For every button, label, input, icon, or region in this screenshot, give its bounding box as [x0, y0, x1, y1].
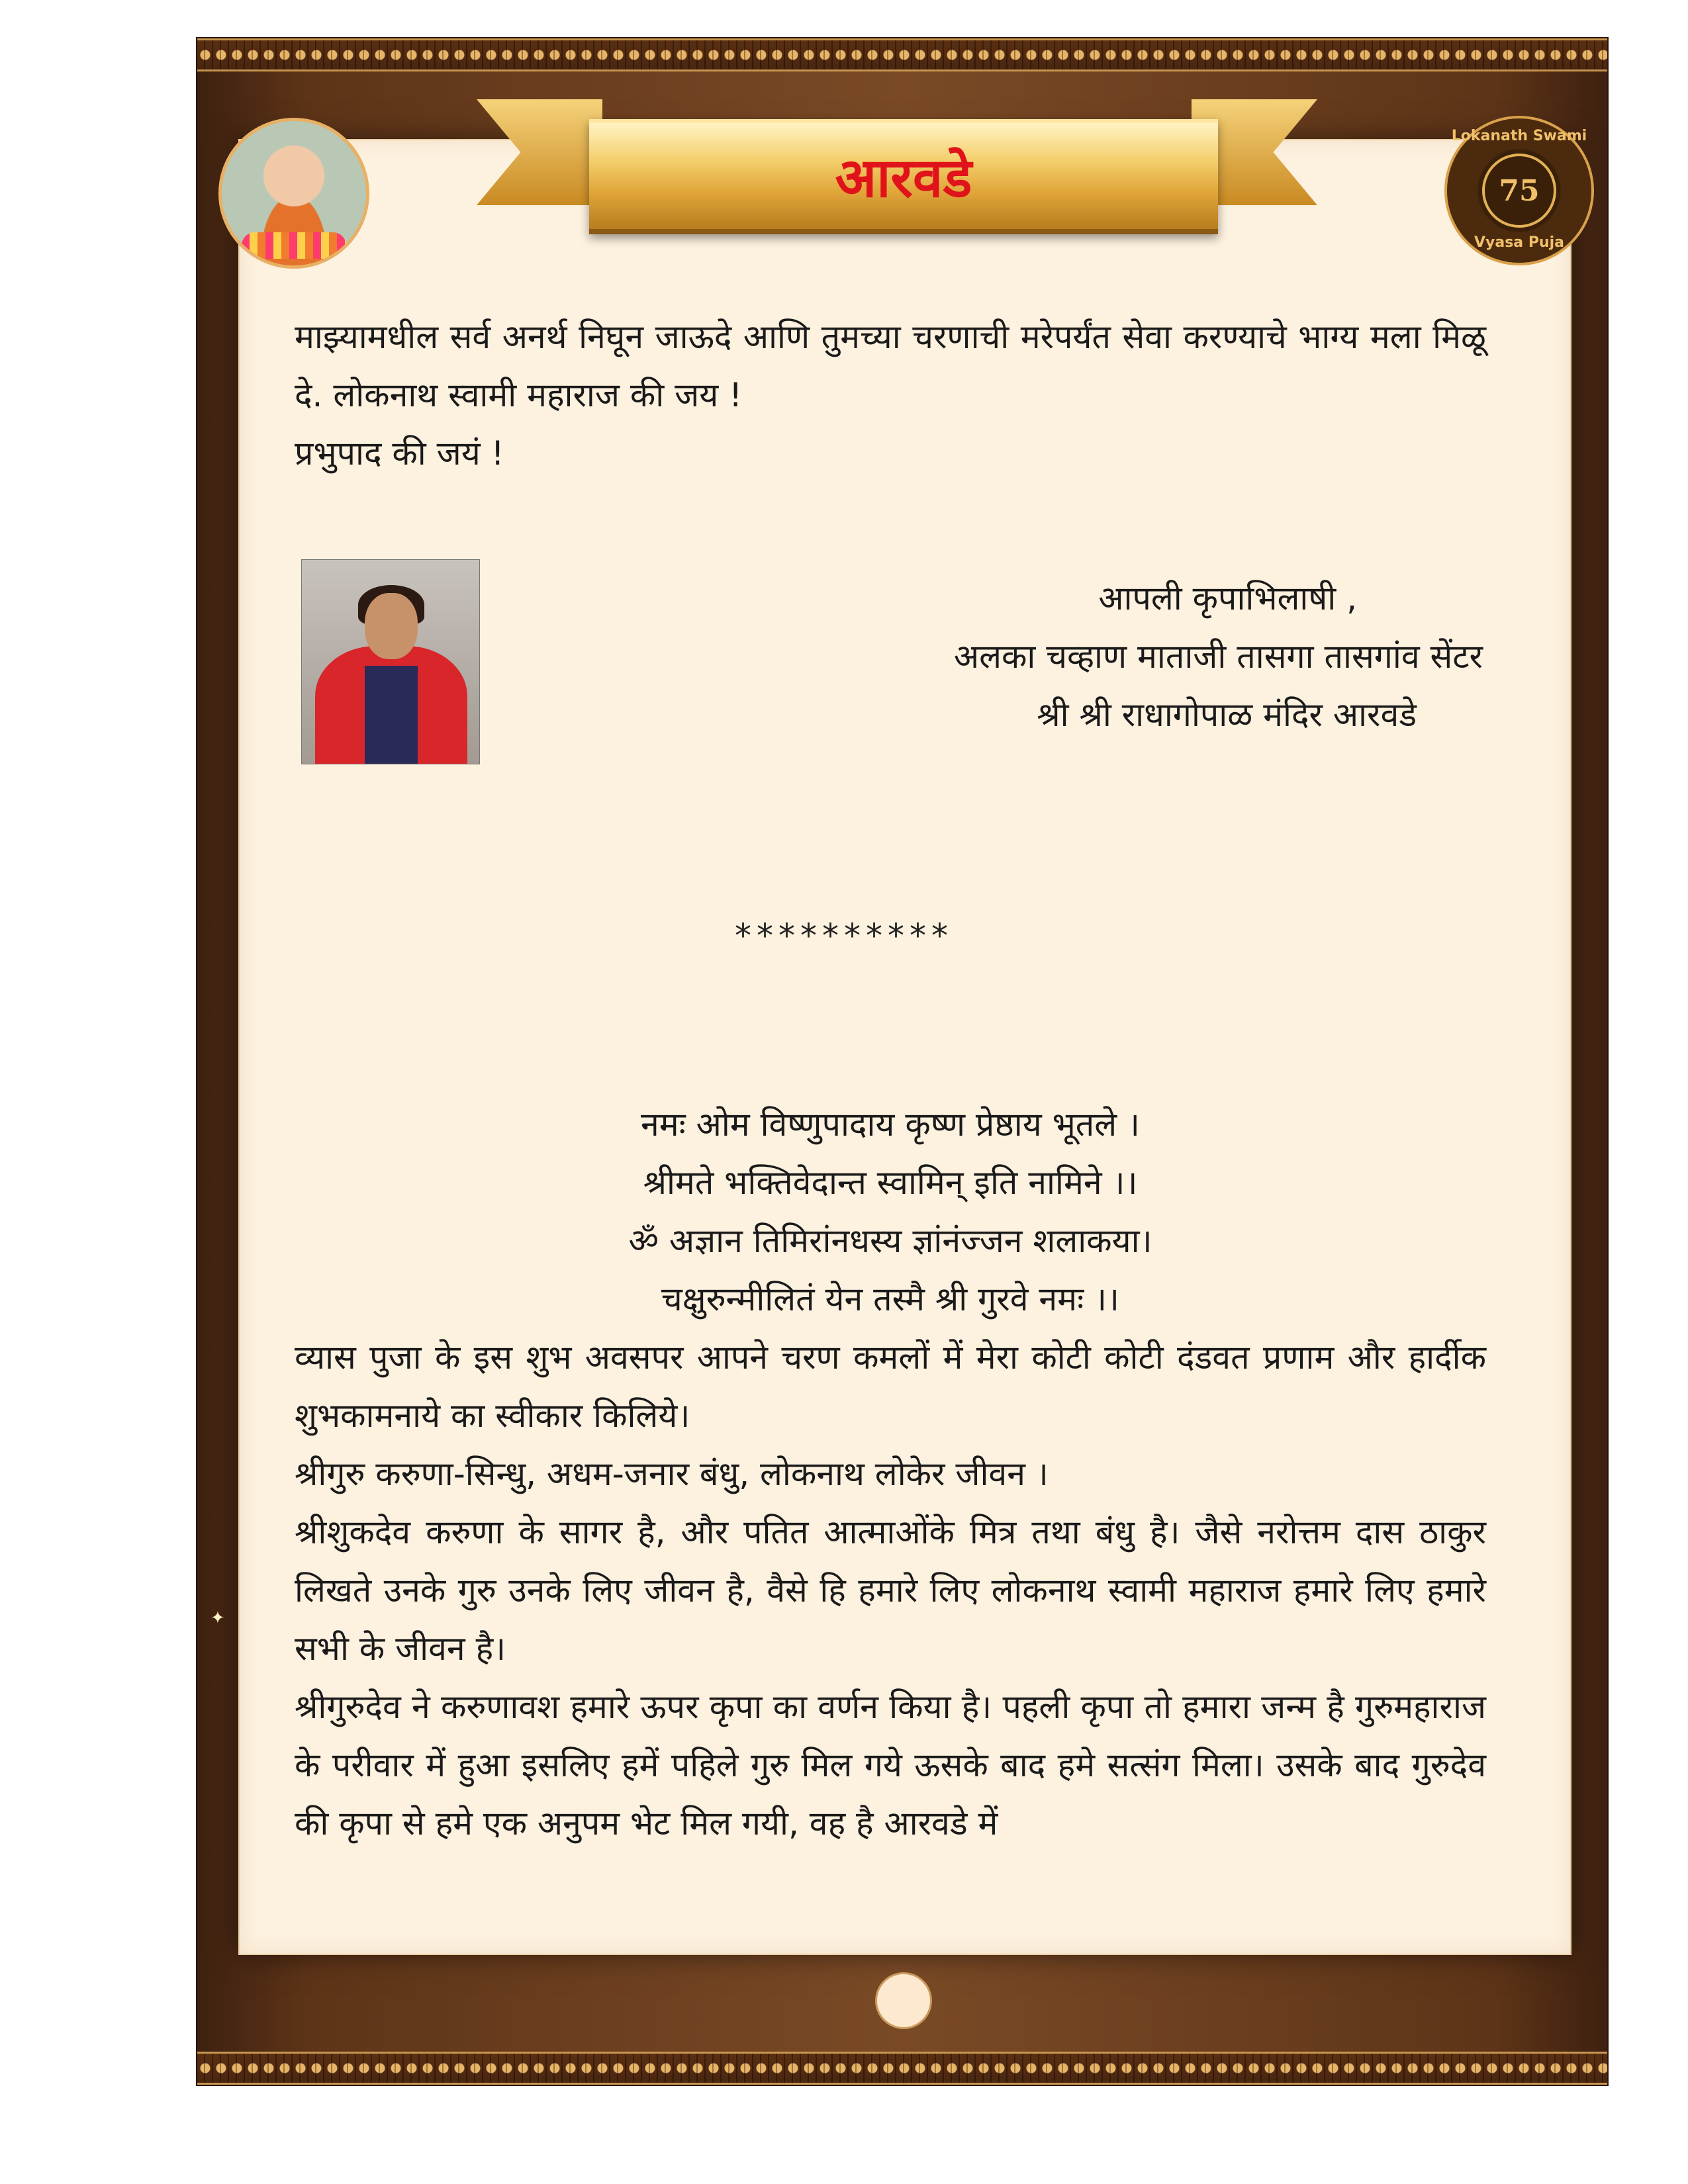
badge-bottom-text: Vyasa Puja	[1474, 234, 1564, 251]
badge-number: 75	[1482, 154, 1556, 228]
badge-top-text: Lokanath Swami	[1451, 128, 1587, 144]
photo-face	[365, 593, 418, 659]
shloka-line-4: चक्षुरुन्मीलितं येन तस्मै श्री गुरवे नमः ।।	[661, 1280, 1119, 1318]
guru-portrait	[218, 118, 369, 269]
shloka-line-2: श्रीमते भक्तिवेदान्त स्वामिन् इति नामिने ।।	[643, 1163, 1138, 1202]
author-photo	[301, 559, 480, 764]
bottom-ornamental-border	[197, 2052, 1607, 2085]
top-ornamental-border	[197, 38, 1607, 71]
guru-karuna-verse: श्रीगुरु करुणा-सिन्धु, अधम-जनार बंधु, लोकनाथ लोकेर जीवन ।	[295, 1455, 1049, 1493]
photo-blouse	[365, 666, 418, 764]
page-title: आरवडे	[835, 147, 972, 210]
signature-line-3: श्री श्री राधागोपाळ मंदिर आरवडे	[1037, 696, 1417, 734]
title-ribbon	[589, 119, 1218, 234]
offering-paragraph-1: माझ्यामधील सर्व अनर्थ निघून जाऊदे आणि तुमच्या चरणाची मरेपर्यंत सेवा करण्याचे भाग्य मला मिळू दे. लोकनाथ स्वामी महाराज की जय !	[295, 318, 1486, 414]
section-separator: **********	[735, 917, 953, 955]
garland-decoration	[242, 232, 346, 259]
page-indicator-dot	[875, 1972, 932, 2029]
shukadeva-paragraph: श्रीशुकदेव करुणा के सागर है, और पतित आत्माओंके मित्र तथा बंधु है। जैसे नरोत्तम दास ठाकुर लिखते उनके गुरु उनके लिए जीवन है, वैसे हि हमारे लिए लोकनाथ स्वामी महाराज हमारे लिए हमारे सभी के जीवन है।	[295, 1513, 1486, 1668]
shloka-line-1: नमः ओम विष्णुपादाय कृष्ण प्रेष्ठाय भूतले ।	[640, 1105, 1140, 1144]
vyasa-puja-greeting: व्यास पुजा के इस शुभ अवसपर आपने चरण कमलों में मेरा कोटी कोटी दंडवत प्रणाम और हार्दीक शुभकामनाये का स्वीकार किलिये।	[295, 1338, 1486, 1435]
vyasa-puja-badge	[1444, 116, 1594, 265]
gurudeva-kripa-paragraph: श्रीगुरुदेव ने करुणावश हमारे ऊपर कृपा का वर्णन किया है। पहली कृपा तो हमारा जन्म है गुरुमहाराज के परीवार में हुआ इसलिए हमें पहिले गुरु मिल गये ऊसके बाद हमे सत्संग मिला। उसके बाद गुरुदेव की कृपा से हमे एक अनुपम भेट मिल गयी, वह है आरवडे में	[295, 1688, 1486, 1843]
signature-line-1: आपली कृपाभिलाषी ,	[1098, 579, 1357, 617]
offering-line-prabhupada: प्रभुपाद की जयं !	[295, 434, 504, 473]
shloka-line-3: ॐ अज्ञान तिमिरांनधस्य ज्ञांनंज्जन शलाकया।	[628, 1222, 1152, 1260]
signature-line-2: अलका चव्हाण माताजी तासगा तासगांव सेंटर	[953, 637, 1483, 676]
sparkle-decoration: ✦	[211, 1608, 225, 1628]
